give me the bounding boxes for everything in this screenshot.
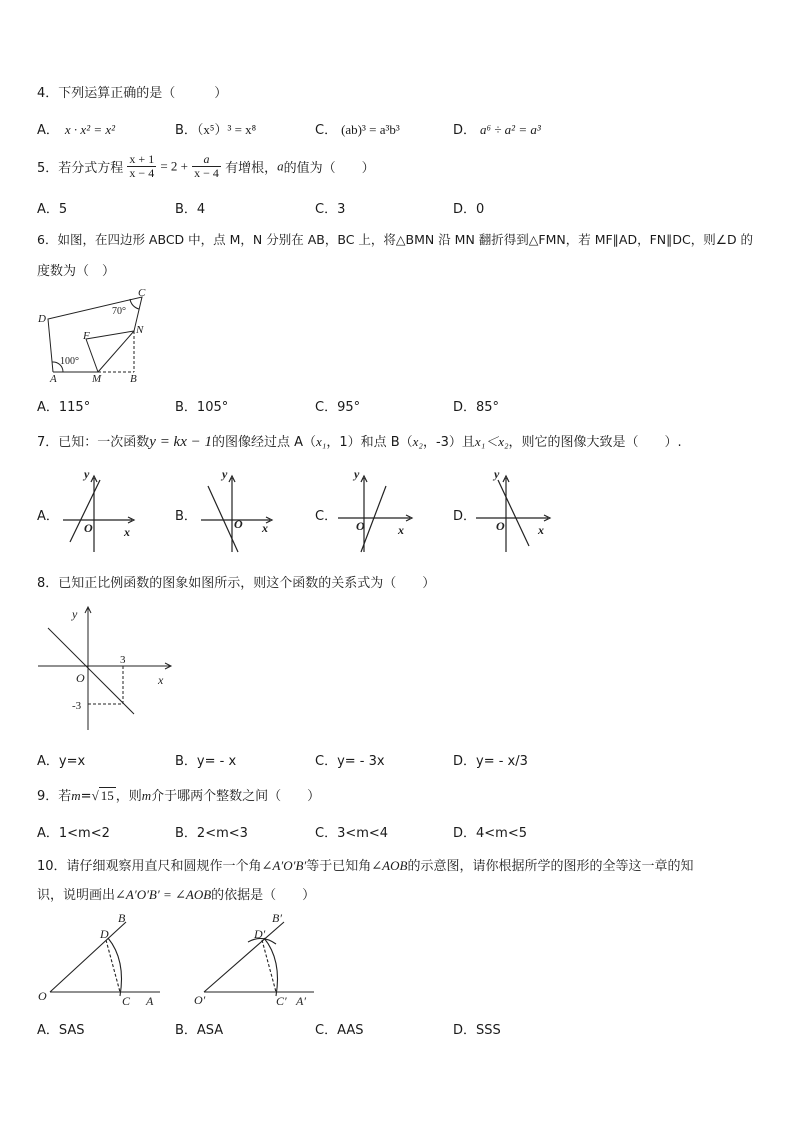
svg-text:O: O [496,519,505,533]
svg-text:B′: B′ [272,911,282,925]
svg-text:O′: O′ [194,993,206,1006]
q7-option-a-label: A． [37,509,59,524]
q6-option-a: A．115° [37,400,91,415]
q10-option-b: B．ASA [175,1023,224,1038]
svg-text:y: y [72,607,78,621]
svg-text:x: x [158,673,164,687]
q5-fraction-2: $\frac{a}{x - 4}$ [194,152,219,180]
q6-label-a: A [50,373,57,385]
svg-text:x: x [398,523,404,537]
svg-text:y: y [84,467,90,481]
q5-option-a: A．5 [37,202,68,217]
q6-label-n: N [136,324,144,336]
q5-stem: 5．若分式方程 $\frac{x + 1}{x - 4}$ = 2 + $\frac{a}{x - 4}$ 有增根，a的值为（ ） [37,152,375,180]
q6-label-c: C [138,287,146,299]
svg-text:O: O [356,519,365,533]
q6-angle-a: 100° [60,356,79,367]
svg-text:A′: A′ [296,994,306,1006]
q9-option-b: B．2<m<3 [175,826,248,841]
svg-text:B: B [118,911,126,925]
q7-option-b-label: B． [175,509,197,524]
q8-proportional-function-graph [34,600,180,734]
q6-label-d: D [38,313,46,325]
q5-option-b: B．4 [175,202,206,217]
svg-text:O: O [234,517,243,531]
svg-text:O: O [84,521,93,535]
q7-graph-a [58,466,140,556]
sqrt-symbol: √ [91,788,99,803]
q10-stem-line2: 识，说明画出∠A′O′B′ = ∠AOB的依据是（ ） [37,887,316,903]
q10-figure-original-angle [34,908,164,1006]
q7-graph-b [196,466,278,556]
svg-text:O: O [76,671,85,685]
q8-option-a: A．y=x [37,754,86,769]
svg-text:D′: D′ [254,927,266,941]
svg-text:A: A [146,994,154,1006]
q8-option-c: C．y= - 3x [315,754,385,769]
svg-text:-3: -3 [72,700,82,712]
q10-option-a: A．SAS [37,1023,85,1038]
q6-angle-c: 70° [112,306,126,317]
q5-option-c: C．3 [315,202,346,217]
q7-option-c-label: C． [315,509,338,524]
q10-figure-constructed-angle [190,908,320,1006]
q7-graph-c [336,466,418,556]
q6-quadrilateral-figure [30,284,160,386]
q4-stem: 4．下列运算正确的是（ ） [37,86,228,101]
q4-option-a: A． x · x² = x² [37,122,116,138]
q10-option-d: D．SSS [453,1023,501,1038]
q9-option-a: A．1<m<2 [37,826,110,841]
q6-label-m: M [92,373,102,385]
svg-text:D: D [100,927,109,941]
q4-option-c: C． (ab)³ = a³b³ [315,122,400,138]
q6-stem-line2: 度数为（ ） [37,264,116,279]
q8-option-d: D．y= - x/3 [453,754,528,769]
q10-stem-line1: 10．请仔细观察用直尺和圆规作一个角∠A′O′B′等于已知角∠AOB的示意图，请你根据所学的图形的全等这一章的知 [37,858,694,874]
svg-text:y: y [222,467,228,481]
q4-option-b: B．（x⁵）³ = x⁸ [175,122,257,138]
svg-text:x: x [538,523,544,537]
svg-text:C′: C′ [276,994,287,1006]
q6-label-b: B [130,373,137,385]
svg-text:O: O [38,989,47,1003]
svg-text:x: x [262,521,268,535]
q7-graph-d [474,466,556,556]
q10-option-c: C．AAS [315,1023,364,1038]
q9-stem: 9．若m=√ 15 ，则m介于哪两个整数之间（ ） [37,788,321,804]
q9-option-c: C．3<m<4 [315,826,389,841]
q6-option-b: B．105° [175,400,229,415]
q5-fraction-1: $\frac{x + 1}{x - 4}$ [129,152,155,180]
svg-text:x: x [124,525,130,539]
q6-option-d: D．85° [453,400,500,415]
q7-stem: 7．已知：一次函数y = kx − 1的图像经过点 A（x₁，1）和点 B（x₂，-3）且x₁＜x₂，则它的图像大致是（ ）. [37,434,682,450]
q8-stem: 8．已知正比例函数的图象如图所示，则这个函数的关系式为（ ） [37,576,436,591]
svg-text:C: C [122,994,131,1006]
q9-option-d: D．4<m<5 [453,826,528,841]
svg-text:y: y [494,467,500,481]
q6-label-f: F [83,330,90,342]
svg-text:3: 3 [120,654,126,666]
svg-text:y: y [354,467,360,481]
q8-option-b: B．y= - x [175,754,237,769]
q7-option-d-label: D． [453,509,477,524]
q5-option-d: D．0 [453,202,485,217]
q6-option-c: C．95° [315,400,361,415]
q6-stem-line1: 6．如图，在四边形 ABCD 中，点 M，N 分别在 AB，BC 上，将△BMN 沿 MN 翻折得到△FMN，若 MF∥AD，FN∥DC，则∠D 的 [37,232,754,247]
q4-option-d: D． a⁶ ÷ a² = a³ [453,122,541,138]
